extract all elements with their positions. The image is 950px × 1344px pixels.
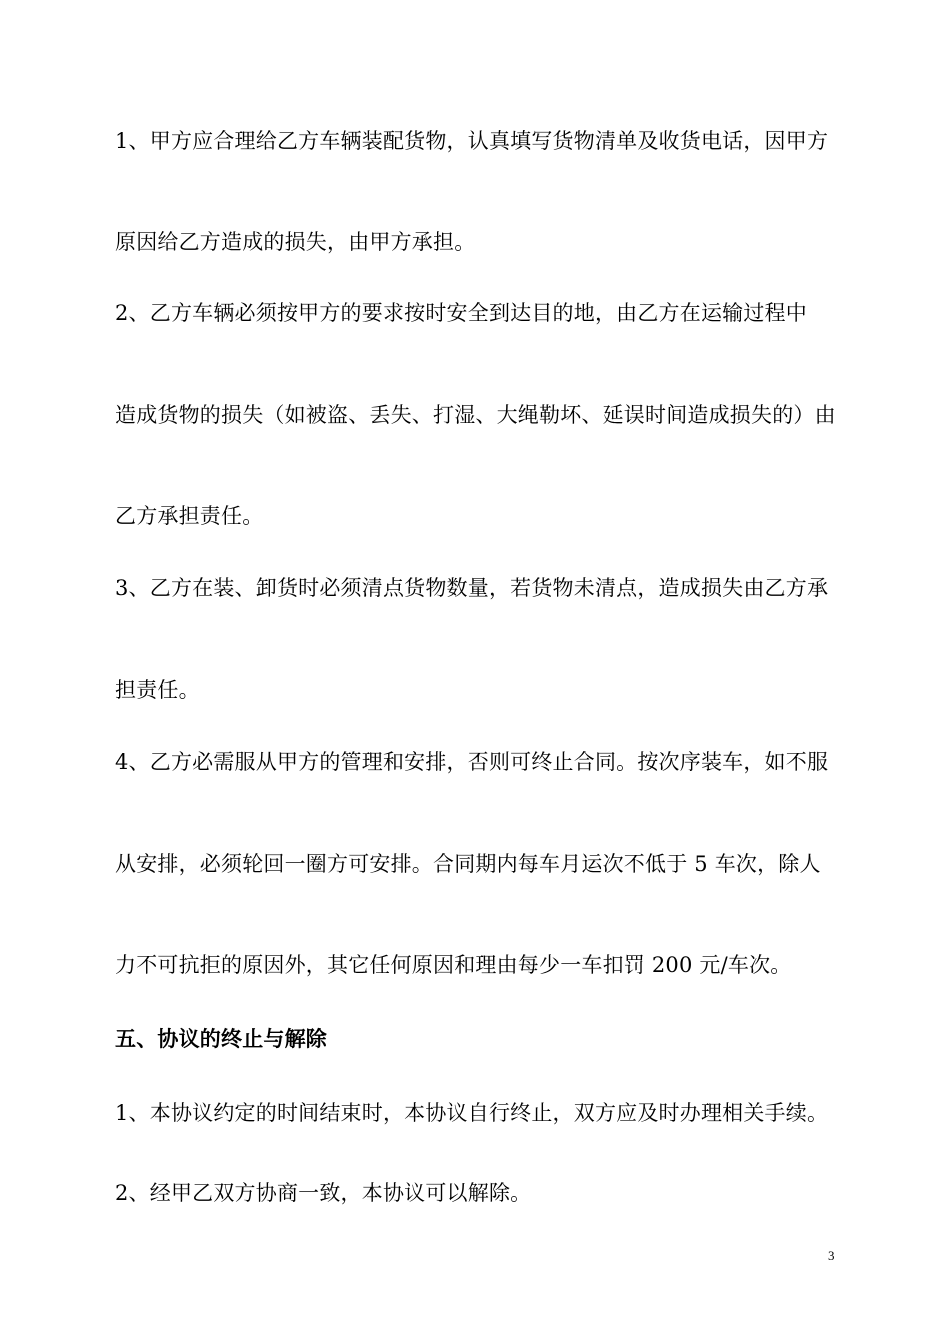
clause-3-line-1: 3、乙方在装、卸货时必须清点货物数量，若货物未清点，造成损失由乙方承: [115, 576, 829, 600]
clause-2-line-2: 造成货物的损失（如被盗、丢失、打湿、大绳勒坏、延误时间造成损失的）由: [115, 403, 836, 427]
clause-1-line-2: 原因给乙方造成的损失，由甲方承担。: [115, 230, 476, 254]
clause-1-line-1: 1、甲方应合理给乙方车辆装配货物，认真填写货物清单及收货电话，因甲方: [115, 129, 829, 153]
section-heading: 五、协议的终止与解除: [115, 1026, 327, 1051]
clause-3-line-2: 担责任。: [115, 678, 200, 702]
clause-4-line-3: 力不可抗拒的原因外，其它任何原因和理由每少一车扣罚 200 元/车次。: [115, 953, 792, 977]
section5-clause-2: 2、经甲乙双方协商一致，本协议可以解除。: [115, 1181, 532, 1205]
section5-clause-1: 1、本协议约定的时间结束时，本协议自行终止，双方应及时办理相关手续。: [115, 1101, 829, 1125]
page-number: 3: [828, 1248, 835, 1263]
clause-2-line-3: 乙方承担责任。: [115, 504, 264, 528]
clause-2-line-1: 2、乙方车辆必须按甲方的要求按时安全到达目的地，由乙方在运输过程中: [115, 301, 807, 325]
clause-4-line-2: 从安排，必须轮回一圈方可安排。合同期内每车月运次不低于 5 车次，除人: [115, 852, 821, 876]
clause-4-line-1: 4、乙方必需服从甲方的管理和安排，否则可终止合同。按次序装车，如不服: [115, 750, 829, 774]
